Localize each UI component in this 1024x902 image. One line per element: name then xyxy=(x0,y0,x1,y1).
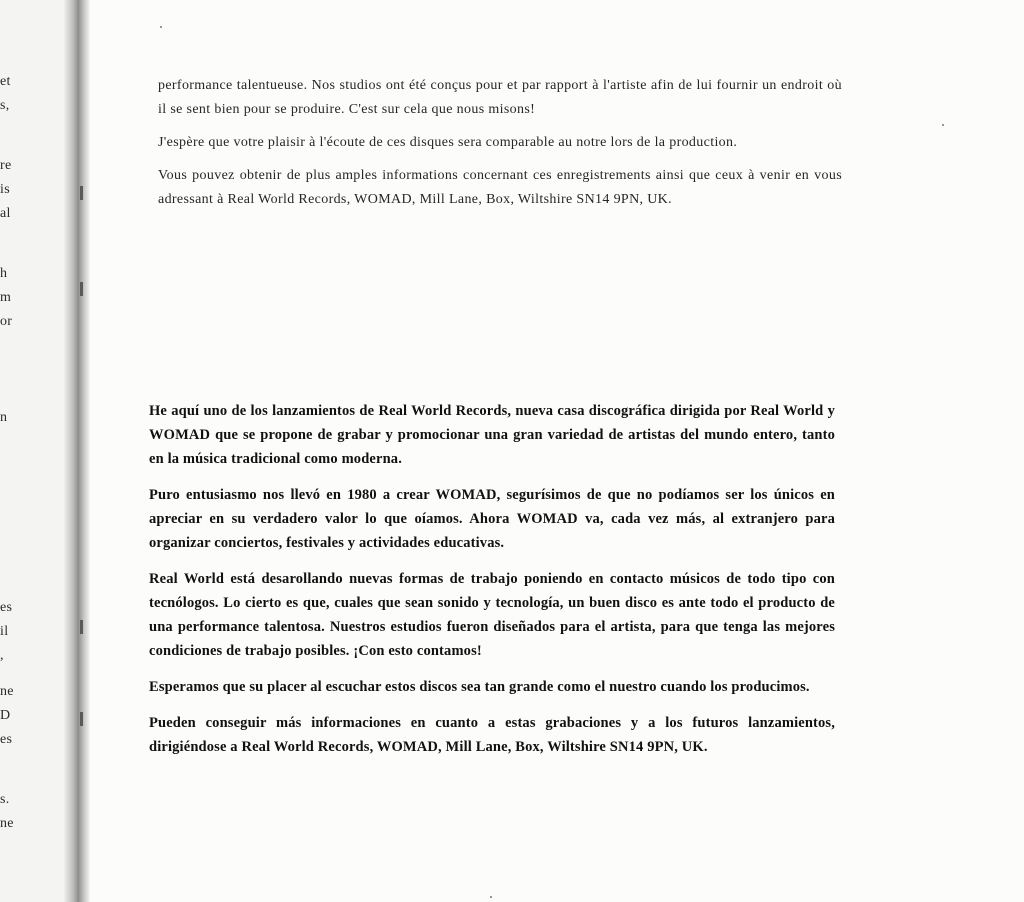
left-page-fragment: m xyxy=(0,290,12,305)
page-gutter-shadow xyxy=(64,0,90,902)
left-page-fragment: s. xyxy=(0,792,10,807)
left-page-fragment: et xyxy=(0,74,11,89)
french-paragraph: performance talentueuse. Nos studios ont été conçus pour et par rapport à l'artiste afin de lui fournir un endroit où il se sent bien pour se produire. C'est sur cela que nous misons! xyxy=(158,78,842,117)
french-text-block xyxy=(158,74,842,221)
left-page-fragment: , xyxy=(0,648,4,663)
paper-speck xyxy=(490,896,492,898)
left-page-fragment: ne xyxy=(0,816,14,831)
left-page-fragment: h xyxy=(0,266,8,281)
left-page-fragment: il xyxy=(0,624,9,639)
left-page-fragment: D xyxy=(0,708,11,723)
french-paragraph: Vous pouvez obtenir de plus amples informations concernant ces enregistrements ainsi que ceux à venir en vous adressant à Real World Records, WOMAD, Mill Lane, Box, Wiltshire SN14 9PN, UK. xyxy=(158,168,842,207)
left-page-fragment: is xyxy=(0,182,10,197)
paper-speck xyxy=(160,26,162,28)
left-page-fragment: es xyxy=(0,732,13,747)
left-page-fragment: es xyxy=(0,600,13,615)
spanish-paragraph: He aquí uno de los lanzamientos de Real World Records, nueva casa discográfica dirigida por Real World y WOMAD que se propone de grabar y promocionar una gran variedad de artistas del mundo entero, tanto en la música tradicional como moderna. xyxy=(149,403,835,467)
left-page-fragment: s, xyxy=(0,98,10,113)
left-page-fragment: or xyxy=(0,314,13,329)
left-page-fragment: re xyxy=(0,158,12,173)
french-paragraph: J'espère que votre plaisir à l'écoute de ces disques sera comparable au notre lors de la production. xyxy=(158,135,738,150)
spanish-paragraph: Esperamos que su placer al escuchar estos discos sea tan grande como el nuestro cuando los producimos. xyxy=(149,679,810,695)
left-page-edge xyxy=(0,0,72,902)
spanish-text-block xyxy=(149,399,835,771)
spanish-paragraph: Real World está desarollando nuevas formas de trabajo poniendo en contacto músicos de todo tipo con tecnólogos. Lo cierto es que, cuales que sean sonido y tecnología, un buen disco es ante todo el producto de una performance talentosa. Nuestros estudios fueron diseñados para el artista, para que tenga las mejores condiciones de trabajo posibles. ¡Con esto contamos! xyxy=(149,571,835,659)
gutter-tick-mark xyxy=(80,282,83,296)
paper-speck xyxy=(942,124,944,126)
gutter-tick-mark xyxy=(80,620,83,634)
left-page-fragment: ne xyxy=(0,684,14,699)
left-page-fragment: n xyxy=(0,410,8,425)
left-page-fragment: al xyxy=(0,206,11,221)
spanish-paragraph: Pueden conseguir más informaciones en cuanto a estas grabaciones y a los futuros lanzamientos, dirigiéndose a Real World Records, WOMAD, Mill Lane, Box, Wiltshire SN14 9PN, UK. xyxy=(149,715,835,755)
gutter-tick-mark xyxy=(80,712,83,726)
spanish-paragraph: Puro entusiasmo nos llevó en 1980 a crear WOMAD, segurísimos de que no podíamos ser los únicos en apreciar en su verdadero valor lo que oíamos. Ahora WOMAD va, cada vez más, al extranjero para organizar conciertos, festivales y actividades educativas. xyxy=(149,487,835,551)
gutter-tick-mark xyxy=(80,186,83,200)
